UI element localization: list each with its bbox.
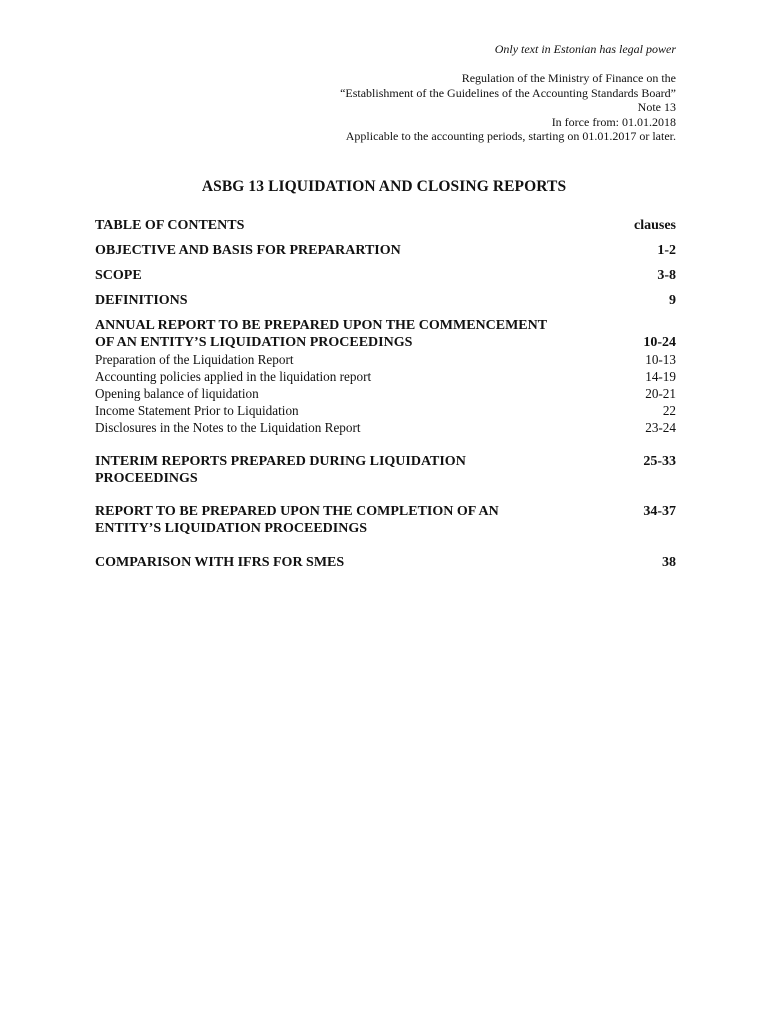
toc-entry-clauses: 3-8 [657, 268, 676, 283]
toc-subentry [95, 419, 676, 436]
toc-heading-row [95, 217, 676, 234]
toc-entry [95, 453, 676, 487]
regulation-line: Applicable to the accounting periods, starting on 01.01.2017 or later. [345, 129, 676, 144]
toc-entry-clauses: 9 [669, 293, 676, 308]
regulation-line: Note 13 [637, 100, 676, 115]
toc-entry-clauses: 34-37 [643, 504, 676, 519]
regulation-line: Regulation of the Ministry of Finance on the [461, 71, 676, 85]
toc-entry-label [95, 317, 643, 351]
toc-subentry-clauses: 10-13 [645, 352, 676, 367]
toc-entry-label-line: INTERIM REPORTS PREPARED DURING LIQUIDATION [95, 454, 466, 469]
toc-entry-clauses: 38 [662, 555, 676, 570]
toc-entry [95, 503, 676, 537]
toc-entry [95, 292, 676, 309]
toc-clauses-heading: clauses [634, 218, 676, 233]
toc-entry-label-line: OF AN ENTITY’S LIQUIDATION PROCEEDINGS [95, 335, 413, 350]
table-of-contents [95, 217, 676, 571]
regulation-line: “Establishment of the Guidelines of the Accounting Standards Board” [340, 85, 676, 100]
toc-subentry-clauses: 14-19 [645, 369, 676, 384]
toc-entry-clauses: 25-33 [643, 454, 676, 469]
toc-entry-label-line: ANNUAL REPORT TO BE PREPARED UPON THE COMMENCEMENT [95, 318, 548, 333]
toc-entry [95, 267, 676, 284]
toc-subentry [95, 368, 676, 385]
toc-subentry-label: Preparation of the Liquidation Report [95, 352, 294, 367]
toc-entry-clauses: 10-24 [643, 335, 676, 350]
toc-entry-label [95, 453, 643, 487]
legal-power-note: Only text in Estonian has legal power [494, 42, 676, 56]
toc-entry-label: SCOPE [95, 268, 142, 283]
regulation-block [340, 71, 676, 144]
toc-entry-label-line: ENTITY’S LIQUIDATION PROCEEDINGS [95, 521, 368, 536]
toc-subentry-label: Opening balance of liquidation [95, 386, 259, 401]
toc-subentry [95, 385, 676, 402]
toc-entry-clauses: 1-2 [657, 243, 676, 258]
toc-subentry-label: Income Statement Prior to Liquidation [95, 403, 299, 418]
toc-entry-label: DEFINITIONS [95, 293, 188, 308]
toc-subentry-clauses: 22 [662, 403, 676, 418]
toc-entry-label-line: PROCEEDINGS [95, 471, 198, 486]
toc-heading: TABLE OF CONTENTS [95, 218, 245, 233]
regulation-line: In force from: 01.01.2018 [551, 114, 676, 129]
toc-subentry-label: Disclosures in the Notes to the Liquidation Report [95, 420, 361, 435]
toc-entry [95, 242, 676, 259]
toc-subentry [95, 351, 676, 368]
toc-subentry-label: Accounting policies applied in the liquidation report [95, 369, 372, 384]
toc-entry-label-line: REPORT TO BE PREPARED UPON THE COMPLETION OF AN [95, 504, 499, 519]
document-title: ASBG 13 LIQUIDATION AND CLOSING REPORTS [201, 178, 567, 195]
toc-entry [95, 317, 676, 351]
toc-subentry [95, 402, 676, 419]
toc-entry-label: OBJECTIVE AND BASIS FOR PREPARARTION [95, 243, 401, 258]
toc-subentry-clauses: 20-21 [645, 386, 676, 401]
toc-subentry-clauses: 23-24 [645, 420, 676, 435]
toc-entry-label [95, 503, 643, 537]
toc-entry-label: COMPARISON WITH IFRS FOR SMES [95, 555, 345, 570]
toc-entry [95, 554, 676, 571]
